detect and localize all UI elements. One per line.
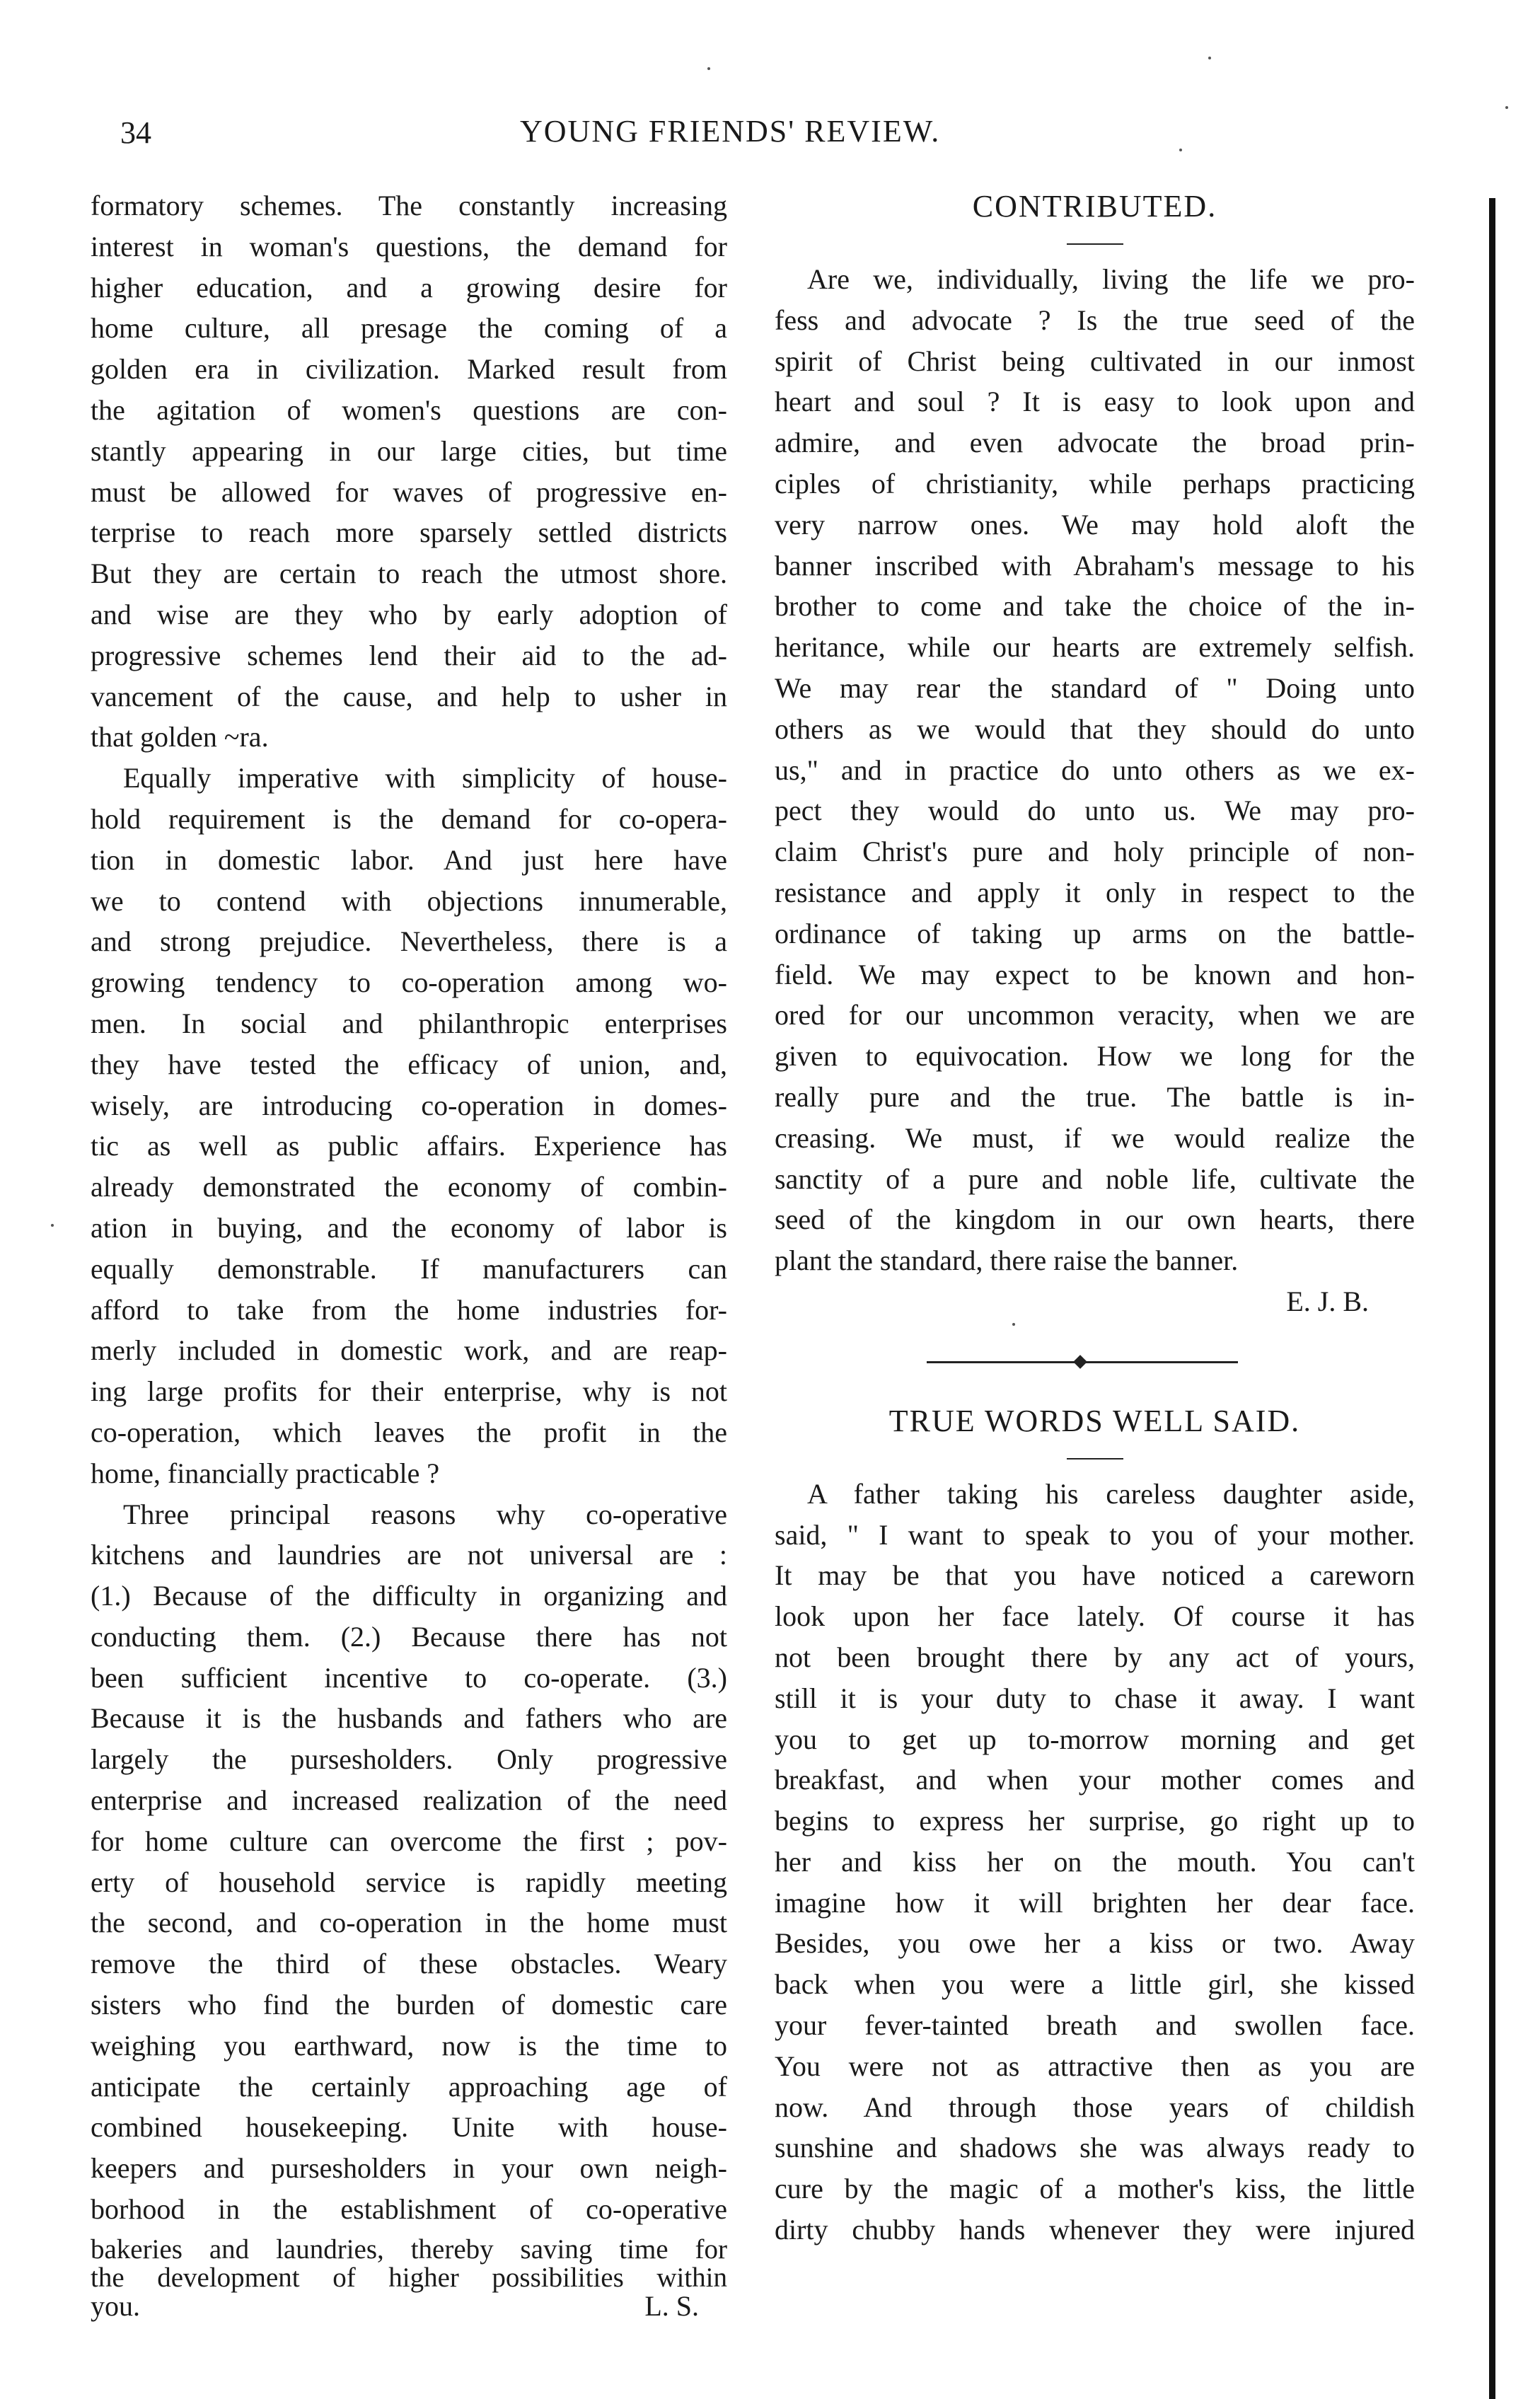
text-line: begins to express her surprise, go right up to bbox=[775, 1805, 1415, 1837]
text-line: higher education, and a growing desire for bbox=[91, 271, 727, 304]
text-line: sanctity of a pure and noble life, cultivate the bbox=[775, 1162, 1415, 1195]
text-line: men. In social and philanthropic enterprises bbox=[91, 1007, 727, 1039]
text-line: We may rear the standard of " Doing unto bbox=[775, 671, 1415, 704]
text-line: remove the third of these obstacles. Weary bbox=[91, 1948, 727, 1980]
text-line: sisters who find the burden of domestic care bbox=[91, 1989, 727, 2021]
text-line: you to get up to-morrow morning and get bbox=[775, 1723, 1415, 1755]
text-line: ation in buying, and the economy of labor is bbox=[91, 1211, 727, 1244]
text-line: now. And through those years of childish bbox=[775, 2091, 1415, 2123]
text-line: wisely, are introducing co-operation in domes- bbox=[91, 1089, 727, 1121]
contributed-section bbox=[775, 185, 1415, 1322]
text-line: admire, and even advocate the broad prin- bbox=[775, 427, 1415, 459]
text-line: heritance, while our hearts are extremely selfish. bbox=[775, 631, 1415, 664]
text-line: enterprise and increased realization of the need bbox=[91, 1784, 727, 1817]
text-line: (1.) Because of the difficulty in organizing and bbox=[91, 1580, 727, 1612]
text-line: merly included in domestic work, and are reap- bbox=[91, 1334, 727, 1367]
text-line: formatory schemes. The constantly increasing bbox=[91, 190, 727, 221]
text-line: look upon her face lately. Of course it has bbox=[775, 1600, 1415, 1633]
text-line: creasing. We must, if we would realize the bbox=[775, 1121, 1415, 1154]
text-line: pect they would do unto us. We may pro- bbox=[775, 794, 1415, 827]
text-line: we to contend with objections innumerable, bbox=[91, 884, 727, 917]
section-divider bbox=[775, 1322, 1415, 1400]
text-line: seed of the kingdom in our own hearts, there bbox=[775, 1203, 1415, 1236]
text-line: home culture, all presage the coming of a bbox=[91, 312, 727, 345]
text-line: equally demonstrable. If manufacturers can bbox=[91, 1252, 727, 1285]
text-line: Are we, individually, living the life we pro- bbox=[807, 263, 1415, 295]
text-line: tic as well as public affairs. Experience has bbox=[91, 1130, 727, 1162]
text-line: still it is your duty to chase it away. I want bbox=[775, 1682, 1415, 1714]
divider-diamond bbox=[1073, 1355, 1087, 1369]
text-line: us," and in practice do unto others as we ex- bbox=[775, 753, 1415, 786]
page-number: 34 bbox=[120, 115, 151, 150]
text-line: erty of household service is rapidly meeting bbox=[91, 1866, 727, 1898]
text-line: sunshine and shadows she was always ready to bbox=[775, 2132, 1415, 2164]
heading-rule bbox=[1067, 1458, 1123, 1459]
text-line: brother to come and take the choice of the in- bbox=[775, 590, 1415, 623]
text-line: for home culture can overcome the first ; pov- bbox=[91, 1825, 727, 1857]
heading-rule bbox=[1067, 243, 1123, 245]
text-line: the second, and co-operation in the home must bbox=[91, 1907, 727, 1939]
text-line: not been brought there by any act of yours, bbox=[775, 1641, 1415, 1673]
text-line: banner inscribed with Abraham's message to his bbox=[775, 549, 1415, 582]
text-line: back when you were a little girl, she kissed bbox=[775, 1968, 1415, 2001]
text-line: anticipate the certainly approaching age of bbox=[91, 2070, 727, 2103]
text-line: ordinance of taking up arms on the battle- bbox=[775, 917, 1415, 949]
text-line: Because it is the husbands and fathers who are bbox=[91, 1702, 727, 1735]
text-line: bakeries and laundries, thereby saving time for bbox=[91, 2233, 727, 2265]
text-line: you. bbox=[91, 2289, 140, 2322]
text-line: field. We may expect to be known and hon- bbox=[775, 958, 1415, 990]
text-line: spirit of Christ being cultivated in our inmost bbox=[775, 345, 1415, 377]
text-line: terprise to reach more sparsely settled districts bbox=[91, 516, 727, 549]
right-column bbox=[775, 185, 1415, 2250]
text-line: resistance and apply it only in respect to the bbox=[775, 876, 1415, 908]
text-line: weighing you earthward, now is the time to bbox=[91, 2029, 727, 2062]
text-line: co-operation, which leaves the profit in the bbox=[91, 1416, 727, 1448]
true-words-section bbox=[775, 1400, 1415, 2250]
text-line: But they are certain to reach the utmost shore. bbox=[91, 557, 727, 590]
text-line: combined housekeeping. Unite with house- bbox=[91, 2111, 727, 2144]
text-line: been sufficient incentive to co-operate. (3.) bbox=[91, 1661, 727, 1694]
text-line: ciples of christianity, while perhaps practicing bbox=[775, 467, 1415, 499]
text-line: largely the pursesholders. Only progressive bbox=[91, 1743, 727, 1776]
text-line: must be allowed for waves of progressive en- bbox=[91, 475, 727, 508]
left-closing-line bbox=[91, 2289, 727, 2322]
text-line: interest in woman's questions, the demand for bbox=[91, 230, 727, 262]
text-line: very narrow ones. We may hold aloft the bbox=[775, 508, 1415, 541]
text-line: the agitation of women's questions are con- bbox=[91, 393, 727, 426]
text-line: claim Christ's pure and holy principle of non- bbox=[775, 836, 1415, 868]
text-line: cure by the magic of a mother's kiss, the little bbox=[775, 2173, 1415, 2205]
text-line: ored for our uncommon veracity, when we are bbox=[775, 999, 1415, 1031]
running-title: YOUNG FRIENDS' REVIEW. bbox=[520, 114, 941, 149]
text-line: they have tested the efficacy of union, and, bbox=[91, 1048, 727, 1080]
text-line: A father taking his careless daughter aside, bbox=[807, 1477, 1415, 1510]
text-line: growing tendency to co-operation among wo- bbox=[91, 966, 727, 999]
text-line: that golden ~ra. bbox=[91, 721, 269, 753]
text-line: given to equivocation. How we long for the bbox=[775, 1040, 1415, 1073]
scan-speck bbox=[1208, 57, 1211, 59]
text-line: keepers and pursesholders in your own neigh- bbox=[91, 2152, 727, 2185]
scan-speck bbox=[1179, 149, 1182, 151]
text-line: progressive schemes lend their aid to the ad- bbox=[91, 639, 727, 671]
text-line: Equally imperative with simplicity of house- bbox=[123, 762, 727, 794]
text-line: fess and advocate ? Is the true seed of the bbox=[775, 304, 1415, 336]
text-line: It may be that you have noticed a careworn bbox=[775, 1559, 1415, 1592]
text-line: and wise are they who by early adoption of bbox=[91, 598, 727, 630]
text-line: already demonstrated the economy of combin- bbox=[91, 1171, 727, 1203]
text-line: stantly appearing in our large cities, but time bbox=[91, 434, 727, 467]
text-line: the development of higher possibilities within bbox=[91, 2262, 727, 2293]
text-line: vancement of the cause, and help to usher in bbox=[91, 680, 727, 712]
text-line: and strong prejudice. Nevertheless, there is a bbox=[91, 925, 727, 958]
scan-speck bbox=[1505, 106, 1508, 109]
text-line: tion in domestic labor. And just here have bbox=[91, 843, 727, 876]
text-line: said, " I want to speak to you of your mother. bbox=[775, 1518, 1415, 1551]
text-line: afford to take from the home industries for- bbox=[91, 1293, 727, 1326]
text-line: borhood in the establishment of co-operative bbox=[91, 2193, 727, 2226]
text-line: golden era in civilization. Marked result from bbox=[91, 353, 727, 386]
text-line: breakfast, and when your mother comes and bbox=[775, 1764, 1415, 1796]
text-line: your fever-tainted breath and swollen face. bbox=[775, 2009, 1415, 2042]
text-line: dirty chubby hands whenever they were injured bbox=[775, 2214, 1415, 2246]
text-line: heart and soul ? It is easy to look upon and bbox=[775, 386, 1415, 418]
text-line: really pure and the true. The battle is in- bbox=[775, 1080, 1415, 1113]
text-line: conducting them. (2.) Because there has not bbox=[91, 1620, 727, 1653]
text-line: hold requirement is the demand for co-opera- bbox=[91, 802, 727, 835]
author-signature: E. J. B. bbox=[1286, 1285, 1369, 1317]
left-column bbox=[91, 185, 727, 2320]
text-line: imagine how it will brighten her dear face. bbox=[775, 1886, 1415, 1919]
text-line: kitchens and laundries are not universal are : bbox=[91, 1539, 727, 1571]
scan-speck bbox=[1012, 1323, 1015, 1326]
scan-speck bbox=[707, 67, 710, 70]
text-line: her and kiss her on the mouth. You can't bbox=[775, 1845, 1415, 1878]
author-signature: L. S. bbox=[644, 2289, 699, 2322]
binding-edge bbox=[1489, 198, 1495, 2399]
text-line: ing large profits for their enterprise, why is not bbox=[91, 1375, 727, 1408]
section-heading: CONTRIBUTED. bbox=[972, 189, 1217, 224]
section-heading: TRUE WORDS WELL SAID. bbox=[888, 1403, 1301, 1438]
page-header bbox=[0, 106, 1540, 156]
text-line: Three principal reasons why co-operative bbox=[123, 1498, 727, 1530]
text-line: plant the standard, there raise the banner. bbox=[775, 1244, 1239, 1277]
text-line: home, financially practicable ? bbox=[91, 1457, 440, 1489]
scan-speck bbox=[51, 1224, 54, 1227]
text-line: others as we would that they should do unto bbox=[775, 712, 1415, 745]
text-line: Besides, you owe her a kiss or two. Away bbox=[775, 1927, 1415, 1960]
text-line: You were not as attractive then as you are bbox=[775, 2050, 1415, 2082]
